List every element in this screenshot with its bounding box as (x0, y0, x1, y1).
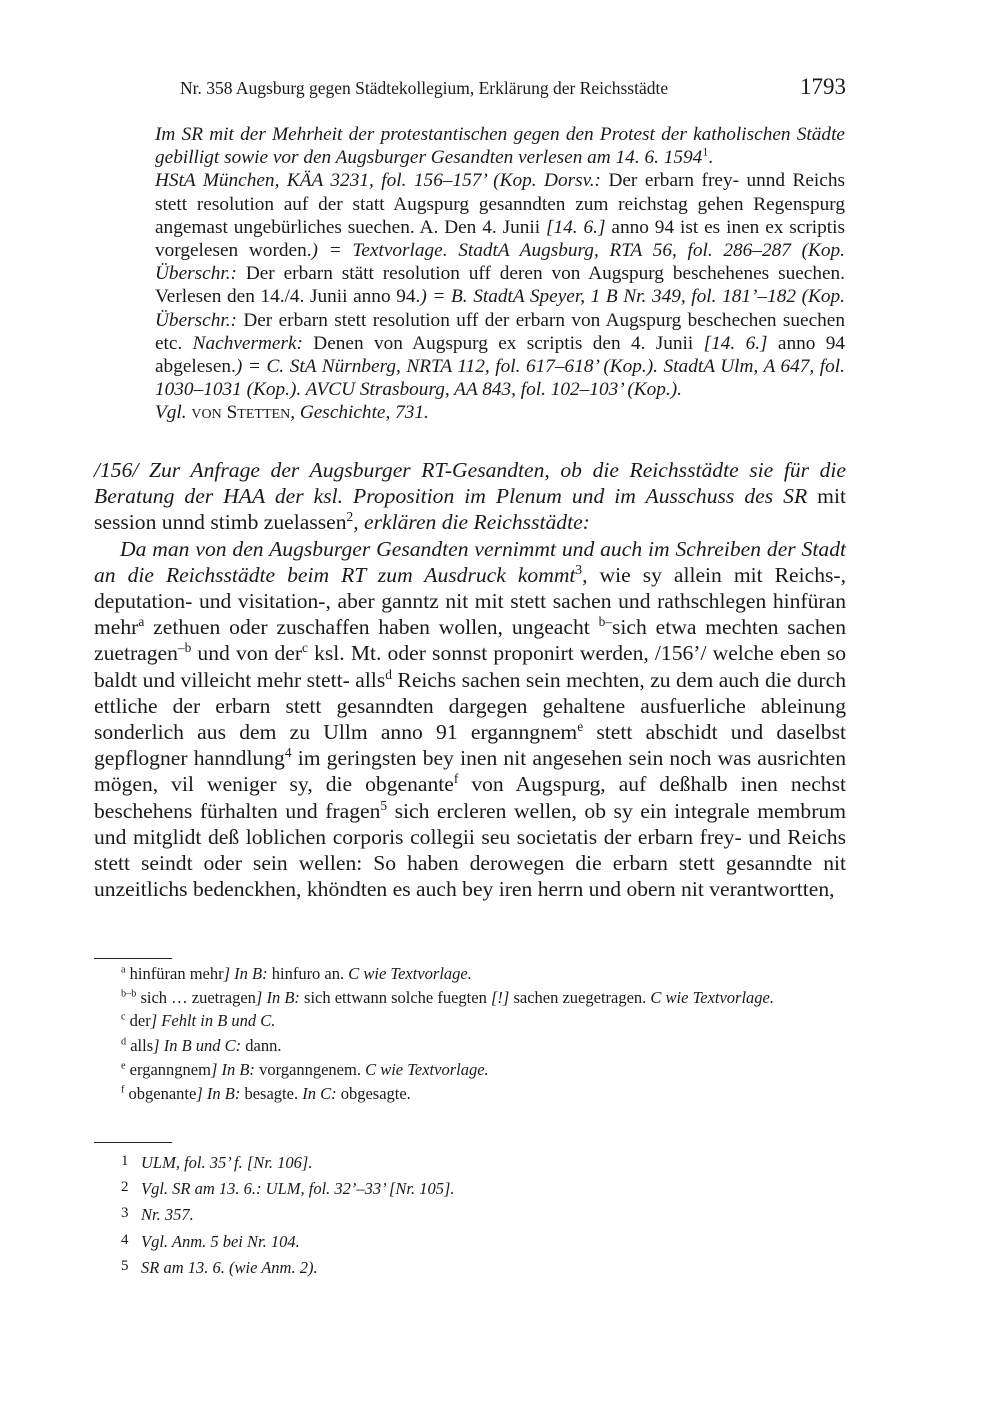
main-paragraph-2: Da man von den Augsburger Gesandten vernimmt und auch im Schreiben der Stadt an die Reichsstädte beim RT zum Ausdruck kommt$^3$, wie sy allein mit Reichs-, deputation- und visitation-, aber ganntz nit mit stett sachen und rathschlegen hinfüran mehr$^a$ zethuen oder zuschaffen haben wollen, ungeacht $^{b-}$sich etwa mechten sachen zuetragen$^{-b}$ und von der$^c$ ksl. Mt. oder sonnst proponirt werden, /156’/ welche eben so baldt und villeicht mehr stett- alls$^d$ Reichs sachen sein mechten, zu dem auch die durch ettliche der erbarn stett gesanndten dargegen gehaltene ausfuerliche ableinung sonderlich aus dem zu Ullm anno 91 erganngnem$^e$ stett abschidt und daselbst gepflogner hanndlung$^4$ im geringsten bey inen nit angesehen sein noch was ausrichten mögen, vil weniger sy, die obgenante$^f$ von Augspurg, auf deßhalb inen nechst beschehens fürhalten und fragen$^5$ sich ercleren wellen, ob sy ein integrale membrum und mitglidt deß loblichen corporis collegii seu societatis der erbarn frey- und Reichs stett seindt oder sein wellen: So haben derowegen die erbarn stett gesanndte nit unzeitlichs bedenckhen, khöndten es auch bey iren herrn und obern nit verantwortten, (94, 536, 847, 902)
textnote-f: $^f$ obgenante] In B: besagte. In C: obgesagte. (121, 1084, 411, 1104)
running-header (180, 74, 846, 99)
textnote-e: $^e$ erganngnem] In B: vorganngenem. C wie Textvorlage. (121, 1059, 489, 1079)
footnote-2: 2 Vgl. SR am 13. 6.: ULM, fol. 32’–33’ [Nr. 105]. (121, 1179, 455, 1199)
textnotes-rule (94, 958, 172, 959)
document-description (155, 123, 845, 425)
footnotes-rule (94, 1142, 172, 1143)
sources-note: HStA München, KÄA 3231, fol. 156–157’ (Kop. Dorsv.: Der erbarn frey- unnd Reichs stett resolution auf der statt Augspurg gesanndten zum reichstag gehen Regenspurg angemast ungebürliches suechen. A. Den 4. Junii [14. 6.] anno 94 ist es inen ex scriptis vorgelesen worden.) = Textvorlage. StadtA Augsburg, RTA 56, fol. 286–287 (Kop. Überschr.: Der erbarn stätt resolution uff deren von Augspurg beschehenes suechen. Verlesen den 14./4. Junii anno 94.) = B. StadtA Speyer, 1 B Nr. 349, fol. 181’–182 (Kop. Überschr.: Der erbarn stett resolution uff der erbarn von Augspurg beschechen suechen etc. Nachvermerk: Denen von Augspurg ex scriptis den 4. Junii [14. 6.] anno 94 abgelesen.) = C. StA Nürnberg, NRTA 112, fol. 617–618’ (Kop.). StadtA Ulm, A 647, fol. 1030–1031 (Kop.). AVCU Strasbourg, AA 843, fol. 102–103’ (Kop.). (155, 170, 845, 401)
footnote-3: 3 Nr. 357. (121, 1205, 194, 1225)
textual-notes (94, 962, 846, 1106)
footnote-4: 4 Vgl. Anm. 5 bei Nr. 104. (121, 1231, 300, 1251)
footnote-1: 1 ULM, fol. 35’ f. [Nr. 106]. (121, 1153, 313, 1172)
running-title: Nr. 358 Augsburg gegen Städtekollegium, Erklärung der Reichsstädte (180, 78, 669, 98)
footnotes (94, 1149, 846, 1280)
footnote-5: 5 SR am 13. 6. (wie Anm. 2). (121, 1257, 318, 1277)
literature-note: Vgl. von Stetten, Geschichte, 731. (155, 402, 429, 424)
main-paragraph-1: /156/ Zur Anfrage der Augsburger RT-Gesandten, ob die Reichsstädte sie für die Beratung der HAA der ksl. Proposition im Plenum und im Ausschuss des SR mit session unnd stimb zuelassen$^2$, erklären die Reichsstädte: (94, 458, 846, 535)
approval-note: Im SR mit der Mehrheit der protestantischen gegen den Protest der katholischen Städte gebilligt sowie vor den Augsburger Gesandten verlesen am 14. 6. 1594$^1$. (155, 124, 845, 169)
textnote-d: $^d$ alls] In B und C: dann. (121, 1035, 282, 1055)
main-text (94, 457, 846, 902)
textnote-c: $^c$ der] Fehlt in B und C. (121, 1011, 276, 1031)
textnote-b: $^{b-b}$ sich … zuetragen] In B: sich ettwann solche fuegten [!] sachen zuegetragen. C wie Textvorlage. (121, 988, 775, 1008)
textnote-a: $^a$ hinfüran mehr] In B: hinfuro an. C wie Textvorlage. (121, 964, 472, 983)
page-number: 1793 (800, 74, 846, 99)
